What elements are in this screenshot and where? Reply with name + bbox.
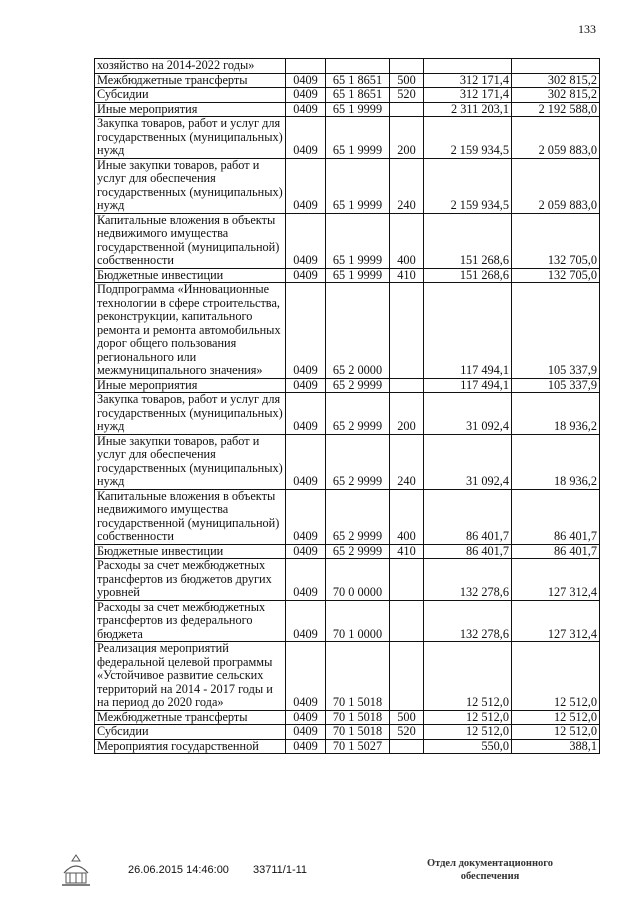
cell-amount-2: 18 936,2 xyxy=(512,393,600,435)
cell-name: Иные закупки товаров, работ и услуг для обеспечения государственных (муниципальных) нужд xyxy=(95,158,286,213)
cell-name: Капитальные вложения в объекты недвижимого имущества государственной (муниципальной) собственности xyxy=(95,213,286,268)
cell-amount-1: 12 512,0 xyxy=(424,642,512,711)
cell-name: Подпрограмма «Инновационные технологии в сфере строительства, реконструкции, капитального ремонта и ремонта автомобильных дорог общего пользования регионального или межмуниципального значения» xyxy=(95,283,286,379)
cell-amount-1: 2 159 934,5 xyxy=(424,158,512,213)
cell-amount-1: 12 512,0 xyxy=(424,710,512,725)
cell-amount-2: 86 401,7 xyxy=(512,489,600,544)
cell-amount-2: 2 059 883,0 xyxy=(512,158,600,213)
table-row xyxy=(95,710,600,725)
cell-section: 0409 xyxy=(286,434,326,489)
cell-amount-2: 132 705,0 xyxy=(512,268,600,283)
cell-target-article: 65 1 9999 xyxy=(326,102,390,117)
cell-name: Мероприятия государственной xyxy=(95,739,286,754)
footer-doc-number: 33711/1-11 xyxy=(253,864,308,876)
cell-amount-2: 12 512,0 xyxy=(512,710,600,725)
stamp-line-2: обеспечения xyxy=(460,871,520,882)
cell-section: 0409 xyxy=(286,739,326,754)
cell-name: Закупка товаров, работ и услуг для государственных (муниципальных) нужд xyxy=(95,393,286,435)
cell-section: 0409 xyxy=(286,213,326,268)
cell-amount-2: 302 815,2 xyxy=(512,88,600,103)
cell-target-article: 65 2 0000 xyxy=(326,283,390,379)
table-row xyxy=(95,283,600,379)
cell-expense-type xyxy=(390,739,424,754)
cell-section: 0409 xyxy=(286,489,326,544)
cell-amount-2: 12 512,0 xyxy=(512,642,600,711)
cell-name: Межбюджетные трансферты xyxy=(95,73,286,88)
cell-target-article: 65 2 9999 xyxy=(326,489,390,544)
cell-amount-1: 31 092,4 xyxy=(424,434,512,489)
cell-expense-type xyxy=(390,102,424,117)
table-row xyxy=(95,158,600,213)
department-stamp xyxy=(420,857,560,883)
cell-amount-2: 302 815,2 xyxy=(512,73,600,88)
cell-section: 0409 xyxy=(286,88,326,103)
cell-amount-2: 2 059 883,0 xyxy=(512,117,600,159)
cell-target-article: 70 1 0000 xyxy=(326,600,390,642)
cell-expense-type: 410 xyxy=(390,268,424,283)
cell-target-article: 70 0 0000 xyxy=(326,559,390,601)
cell-expense-type: 240 xyxy=(390,434,424,489)
cell-name: Расходы за счет межбюджетных трансфертов из федерального бюджета xyxy=(95,600,286,642)
table-row xyxy=(95,213,600,268)
cell-name: Иные мероприятия xyxy=(95,378,286,393)
cell-target-article: 65 2 9999 xyxy=(326,544,390,559)
cell-name: Субсидии xyxy=(95,88,286,103)
table-row xyxy=(95,559,600,601)
cell-target-article: 70 1 5027 xyxy=(326,739,390,754)
emblem-icon xyxy=(56,853,96,889)
cell-name: Субсидии xyxy=(95,725,286,740)
cell-amount-2: 86 401,7 xyxy=(512,544,600,559)
page-number: 133 xyxy=(578,22,596,36)
cell-amount-1: 2 159 934,5 xyxy=(424,117,512,159)
cell-section: 0409 xyxy=(286,268,326,283)
cell-name: Капитальные вложения в объекты недвижимого имущества государственной (муниципальной) собственности xyxy=(95,489,286,544)
cell-expense-type xyxy=(390,378,424,393)
cell-target-article: 65 1 9999 xyxy=(326,213,390,268)
table-row xyxy=(95,268,600,283)
cell-amount-2: 12 512,0 xyxy=(512,725,600,740)
table-row xyxy=(95,434,600,489)
cell-expense-type: 240 xyxy=(390,158,424,213)
table-row xyxy=(95,739,600,754)
cell-amount-1: 132 278,6 xyxy=(424,559,512,601)
table-row xyxy=(95,393,600,435)
cell-name: Иные мероприятия xyxy=(95,102,286,117)
cell-target-article: 70 1 5018 xyxy=(326,642,390,711)
table-row xyxy=(95,117,600,159)
cell-section: 0409 xyxy=(286,544,326,559)
cell-amount-1: 117 494,1 xyxy=(424,378,512,393)
cell-expense-type: 400 xyxy=(390,489,424,544)
budget-table xyxy=(94,58,600,754)
cell-target-article: 65 1 9999 xyxy=(326,117,390,159)
cell-expense-type: 400 xyxy=(390,213,424,268)
cell-amount-1: 117 494,1 xyxy=(424,283,512,379)
footer-date: 26.06.2015 14:46:00 xyxy=(128,864,229,876)
cell-name: Реализация мероприятий федеральной целевой программы «Устойчивое развитие сельских территорий на 2014 - 2017 годы и на период до 2020 года» xyxy=(95,642,286,711)
cell-expense-type xyxy=(390,642,424,711)
table-row xyxy=(95,600,600,642)
cell-amount-1: 550,0 xyxy=(424,739,512,754)
cell-amount-2: 127 312,4 xyxy=(512,600,600,642)
cell-target-article: 65 2 9999 xyxy=(326,378,390,393)
table-row xyxy=(95,725,600,740)
cell-expense-type xyxy=(390,600,424,642)
cell-expense-type xyxy=(390,283,424,379)
cell-amount-1: 132 278,6 xyxy=(424,600,512,642)
cell-amount-1: 2 311 203,1 xyxy=(424,102,512,117)
cell-expense-type: 520 xyxy=(390,88,424,103)
cell-amount-2: 388,1 xyxy=(512,739,600,754)
cell-amount-2: 132 705,0 xyxy=(512,213,600,268)
cell-name: Расходы за счет межбюджетных трансфертов из бюджетов других уровней xyxy=(95,559,286,601)
cell-section xyxy=(286,59,326,74)
cell-section: 0409 xyxy=(286,102,326,117)
cell-target-article: 65 2 9999 xyxy=(326,393,390,435)
cell-section: 0409 xyxy=(286,642,326,711)
cell-target-article: 65 2 9999 xyxy=(326,434,390,489)
table-row xyxy=(95,378,600,393)
table-row xyxy=(95,88,600,103)
cell-target-article: 70 1 5018 xyxy=(326,725,390,740)
cell-amount-1: 12 512,0 xyxy=(424,725,512,740)
cell-section: 0409 xyxy=(286,725,326,740)
cell-amount-1: 151 268,6 xyxy=(424,213,512,268)
budget-table-body xyxy=(95,59,600,754)
cell-name: Бюджетные инвестиции xyxy=(95,544,286,559)
cell-amount-1: 312 171,4 xyxy=(424,88,512,103)
cell-target-article: 65 1 9999 xyxy=(326,268,390,283)
cell-section: 0409 xyxy=(286,158,326,213)
cell-target-article: 65 1 9999 xyxy=(326,158,390,213)
cell-expense-type: 500 xyxy=(390,710,424,725)
cell-expense-type: 200 xyxy=(390,393,424,435)
cell-name: хозяйство на 2014-2022 годы» xyxy=(95,59,286,74)
cell-section: 0409 xyxy=(286,283,326,379)
cell-amount-2: 105 337,9 xyxy=(512,283,600,379)
cell-name: Межбюджетные трансферты xyxy=(95,710,286,725)
table-row xyxy=(95,102,600,117)
cell-section: 0409 xyxy=(286,393,326,435)
cell-target-article: 65 1 8651 xyxy=(326,88,390,103)
cell-name: Закупка товаров, работ и услуг для государственных (муниципальных) нужд xyxy=(95,117,286,159)
stamp-line-1: Отдел документационного xyxy=(426,858,554,869)
cell-amount-1 xyxy=(424,59,512,74)
table-row xyxy=(95,642,600,711)
cell-amount-2: 2 192 588,0 xyxy=(512,102,600,117)
table-row xyxy=(95,59,600,74)
cell-expense-type xyxy=(390,59,424,74)
cell-expense-type: 520 xyxy=(390,725,424,740)
table-row xyxy=(95,544,600,559)
cell-expense-type xyxy=(390,559,424,601)
cell-name: Бюджетные инвестиции xyxy=(95,268,286,283)
cell-expense-type: 500 xyxy=(390,73,424,88)
cell-expense-type: 200 xyxy=(390,117,424,159)
cell-amount-1: 86 401,7 xyxy=(424,544,512,559)
cell-amount-2 xyxy=(512,59,600,74)
cell-amount-1: 31 092,4 xyxy=(424,393,512,435)
cell-section: 0409 xyxy=(286,600,326,642)
cell-target-article xyxy=(326,59,390,74)
cell-section: 0409 xyxy=(286,117,326,159)
cell-section: 0409 xyxy=(286,73,326,88)
cell-target-article: 70 1 5018 xyxy=(326,710,390,725)
cell-section: 0409 xyxy=(286,559,326,601)
cell-amount-2: 127 312,4 xyxy=(512,559,600,601)
cell-section: 0409 xyxy=(286,710,326,725)
cell-amount-1: 86 401,7 xyxy=(424,489,512,544)
cell-section: 0409 xyxy=(286,378,326,393)
cell-amount-2: 105 337,9 xyxy=(512,378,600,393)
table-row xyxy=(95,73,600,88)
cell-amount-1: 312 171,4 xyxy=(424,73,512,88)
cell-expense-type: 410 xyxy=(390,544,424,559)
cell-amount-2: 18 936,2 xyxy=(512,434,600,489)
cell-name: Иные закупки товаров, работ и услуг для обеспечения государственных (муниципальных) нужд xyxy=(95,434,286,489)
cell-target-article: 65 1 8651 xyxy=(326,73,390,88)
cell-amount-1: 151 268,6 xyxy=(424,268,512,283)
table-row xyxy=(95,489,600,544)
